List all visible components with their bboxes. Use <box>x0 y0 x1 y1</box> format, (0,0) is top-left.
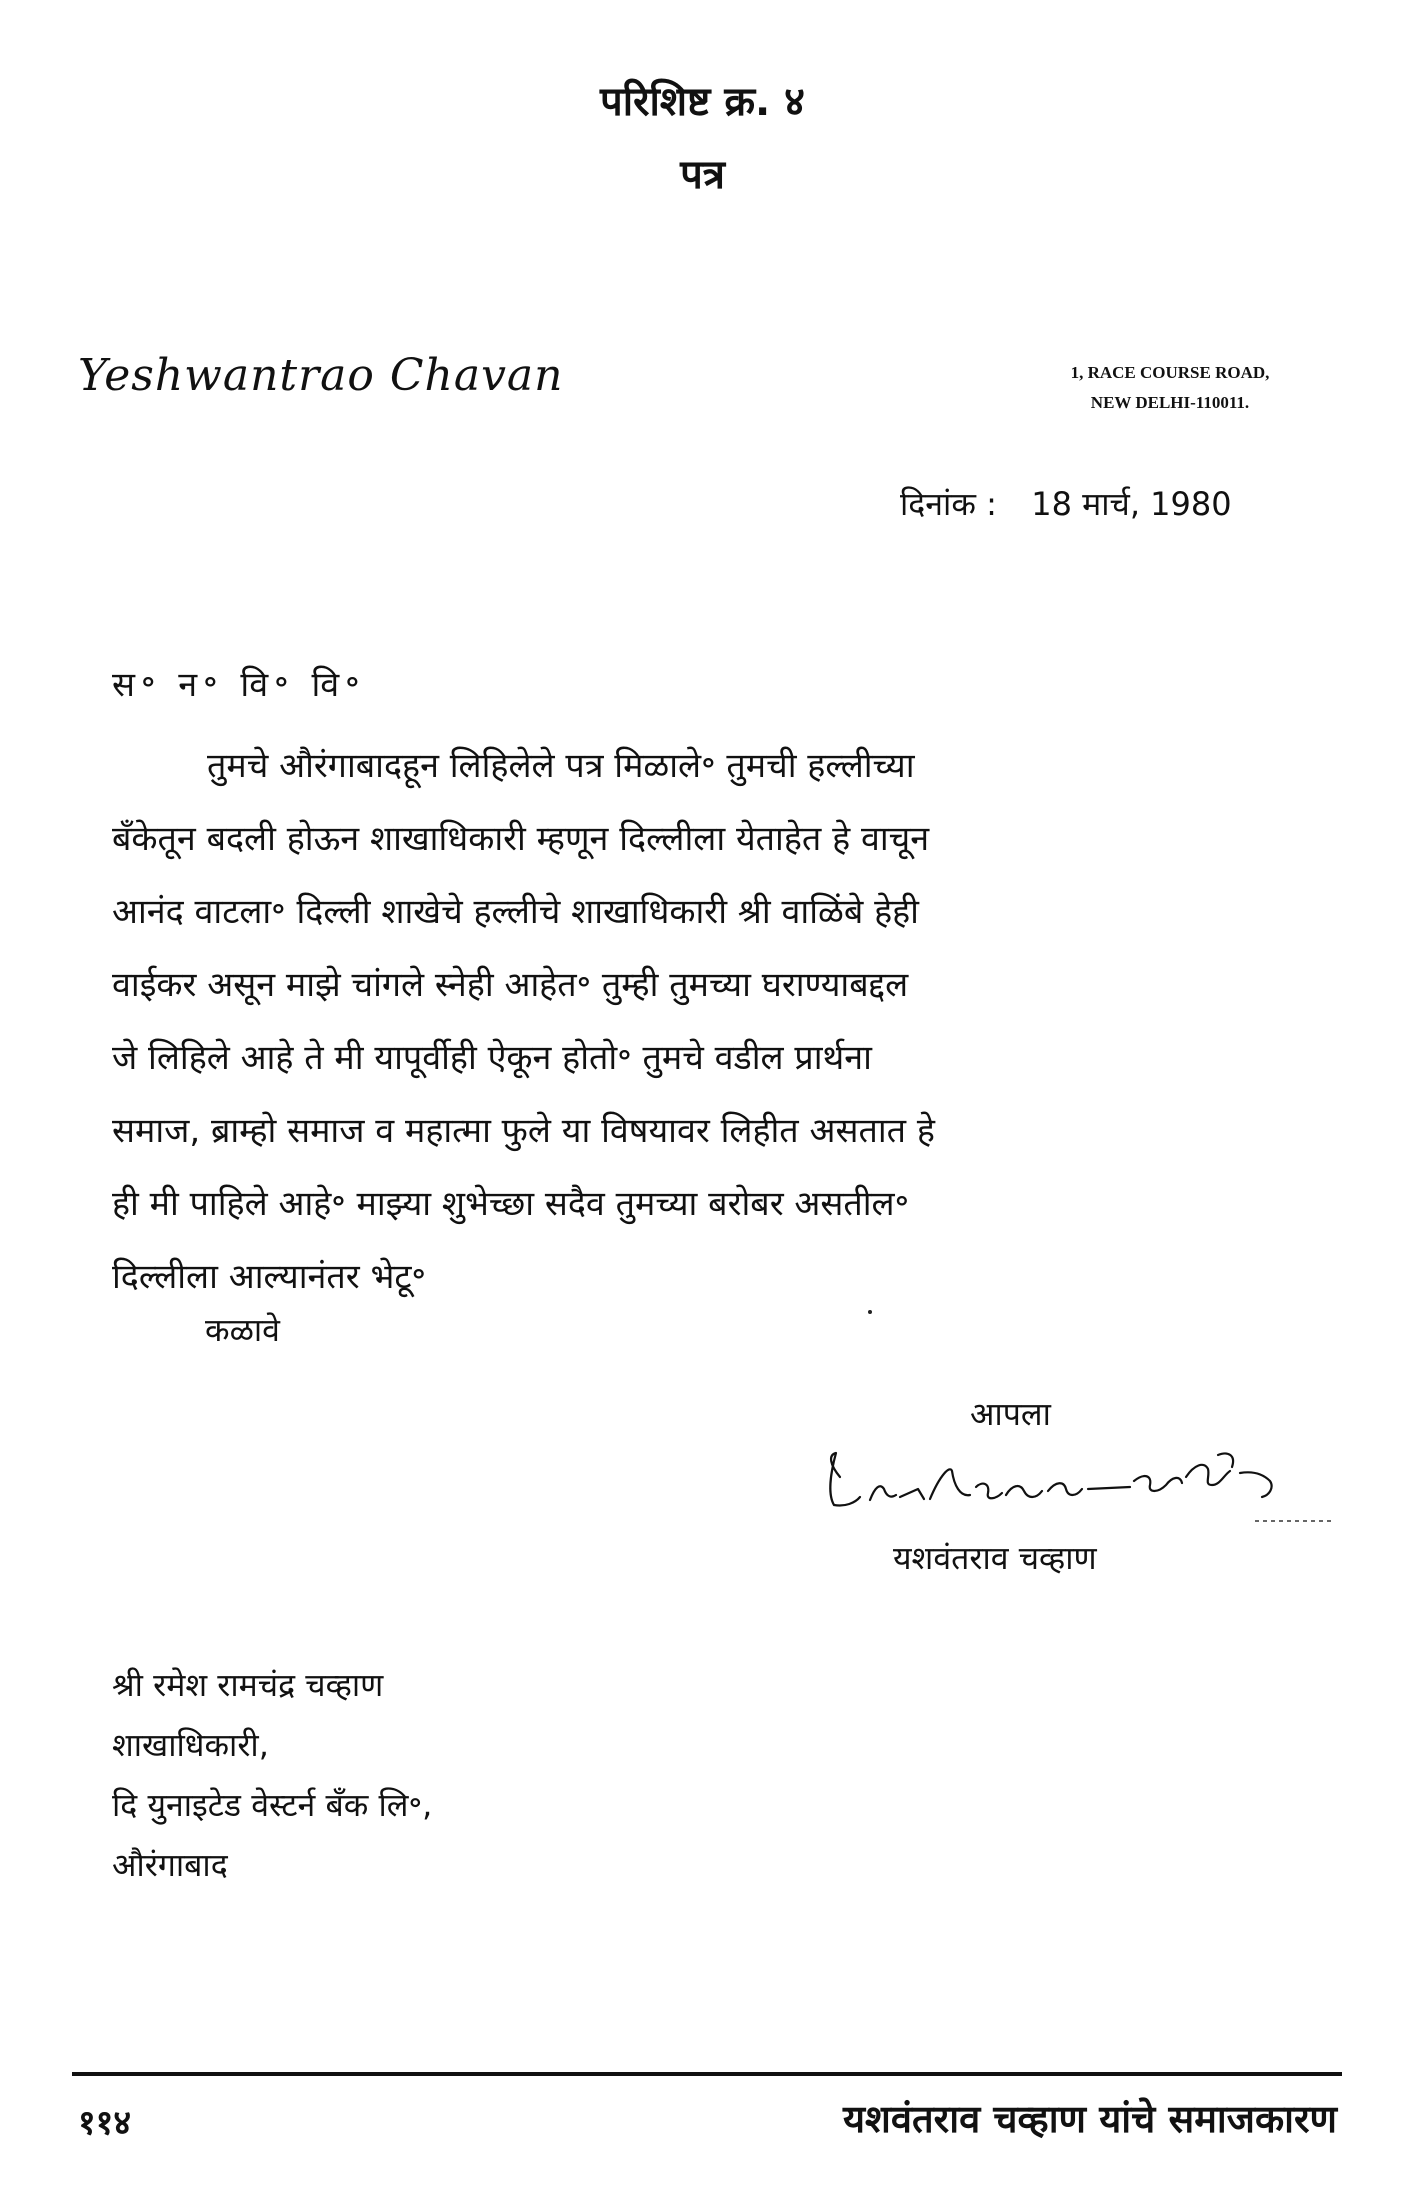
letterhead-name: Yeshwantrao Chavan <box>78 350 564 401</box>
body-line: बँकेतून बदली होऊन शाखाधिकारी म्हणून दिल्लीला येताहेत हे वाचून <box>112 819 930 859</box>
recipient-line: श्री रमेश रामचंद्र चव्हाण <box>112 1666 384 1704</box>
ink-speck <box>868 1310 872 1314</box>
recipient-line: औरंगाबाद <box>112 1846 228 1884</box>
salutation: स॰ न॰ वि॰ वि॰ <box>112 665 366 705</box>
letterhead-address <box>1020 358 1320 418</box>
recipient-address <box>112 1655 432 1895</box>
body-line: ही मी पाहिले आहे॰ माझ्या शुभेच्छा सदैव तुमच्या बरोबर असतील॰ <box>112 1184 910 1224</box>
closing: कळावे <box>205 1311 280 1349</box>
address-line: NEW DELHI-110011. <box>1090 393 1250 412</box>
date-line <box>900 482 1232 525</box>
body-line: तुमचे औरंगाबादहून लिहिलेले पत्र मिळाले॰ तुमची हल्लीच्या <box>207 746 915 786</box>
footer-rule <box>72 2072 1342 2076</box>
handwritten-signature <box>800 1415 1340 1525</box>
signer-name: यशवंतराव चव्हाण <box>893 1539 1097 1577</box>
address-line: 1, RACE COURSE ROAD, <box>1070 363 1270 382</box>
body-line: समाज, ब्राम्हो समाज व महात्मा फुले या विषयावर लिहीत असतात हे <box>112 1111 935 1151</box>
appendix-title: परिशिष्ट क्र. ४ <box>600 79 805 125</box>
recipient-line: शाखाधिकारी, <box>112 1726 269 1764</box>
letter-label: पत्र <box>680 152 725 198</box>
sign-off-word: आपला <box>970 1395 1051 1433</box>
body-line: वाईकर असून माझे चांगले स्नेही आहेत॰ तुम्ही तुमच्या घराण्याबद्दल <box>112 965 909 1005</box>
page-number: ११४ <box>78 2103 132 2143</box>
date-label: दिनांक : <box>900 485 997 523</box>
book-title: यशवंतराव चव्हाण यांचे समाजकारण <box>843 2097 1337 2141</box>
body-line: आनंद वाटला॰ दिल्ली शाखेचे हल्लीचे शाखाधिकारी श्री वाळिंबे हेही <box>112 892 919 932</box>
body-line: जे लिहिले आहे ते मी यापूर्वीही ऐकून होतो॰ तुमचे वडील प्रार्थना <box>112 1038 872 1078</box>
letter-body <box>112 730 1232 1314</box>
body-line: दिल्लीला आल्यानंतर भेटू॰ <box>112 1257 427 1297</box>
recipient-line: दि युनाइटेड वेस्टर्न बँक लि॰, <box>112 1786 433 1824</box>
date-value: 18 मार्च, 1980 <box>1031 485 1232 523</box>
